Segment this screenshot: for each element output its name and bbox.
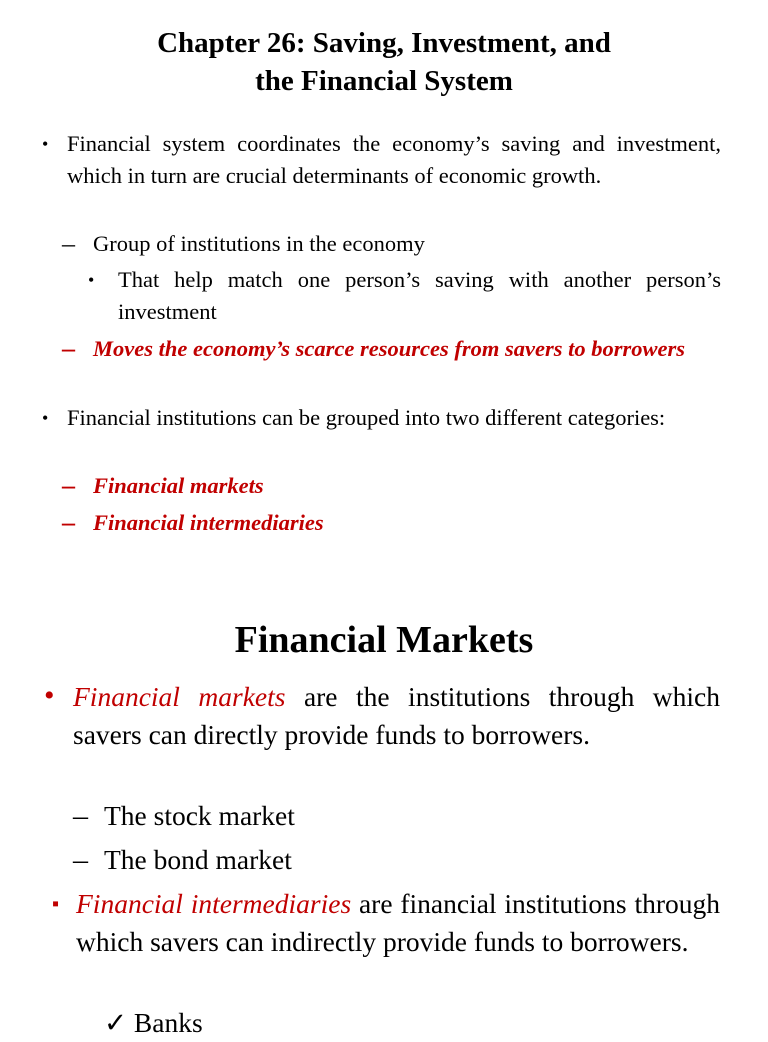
dash-bond-market: The bond market (104, 844, 292, 875)
slide-title (0, 24, 768, 100)
bullet-two-categories: Financial institutions can be grouped into two different categories: (67, 405, 666, 430)
check-icon: ✓ (104, 1007, 128, 1038)
term-financial-intermediaries: Financial intermediaries (76, 888, 352, 919)
dash-icon: – (73, 843, 88, 876)
dash-icon-red: – (62, 508, 75, 537)
dash-icon-red: – (62, 334, 75, 363)
dash-icon: – (62, 229, 75, 258)
term-financial-markets: Financial markets (73, 681, 286, 712)
bullet-icon: • (42, 134, 49, 154)
check-item-label: Banks (133, 1007, 203, 1038)
title-line-1: Chapter 26: Saving, Investment, and (157, 27, 611, 59)
bullet-icon: • (42, 408, 49, 428)
definition-text: are the institutions through which savers can directly provide funds to borrowers. (73, 681, 720, 750)
title-line-2: the Financial System (255, 65, 513, 97)
square-bullet-icon: ▪ (52, 893, 60, 915)
check-item-banks (104, 1004, 203, 1042)
section-heading: Financial Markets (234, 619, 534, 661)
dash-financial-markets: Financial markets (93, 473, 264, 498)
sub-bullet-icon: • (88, 270, 95, 290)
bullet-icon-red: • (44, 679, 55, 712)
dash-moves-resources: Moves the economy’s scarce resources from savers to borrowers (93, 336, 686, 361)
bullet-financial-system: Financial system coordinates the economy’s saving and investment, which in turn are crucial determinants of economic growth. (67, 131, 721, 188)
dash-icon: – (73, 799, 88, 832)
dash-financial-intermediaries: Financial intermediaries (93, 510, 324, 535)
bullet-financial-markets-def (73, 678, 720, 754)
bullet-financial-intermediaries-def (76, 885, 720, 961)
dash-stock-market: The stock market (104, 800, 295, 831)
sub-bullet-match-saving: That help match one person’s saving with another person’s investment (118, 267, 721, 324)
dash-group-of-institutions: Group of institutions in the economy (93, 231, 425, 256)
definition-text: are financial institutions through which savers can indirectly provide funds to borrowers. (76, 888, 721, 957)
dash-icon-red: – (62, 471, 75, 500)
